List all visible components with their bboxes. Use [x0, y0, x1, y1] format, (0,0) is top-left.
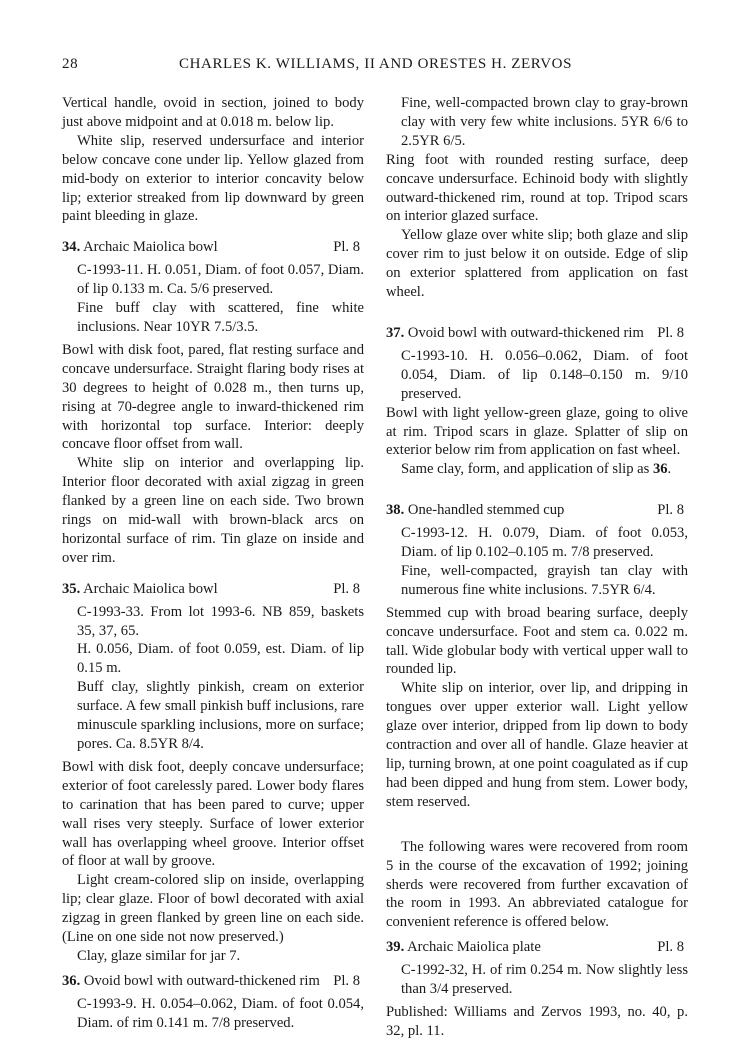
entry-37-plate: Pl. 8	[657, 324, 684, 341]
entry-36-catalogue: C-1993-9. H. 0.054–0.062, Diam. of foot 0.054, Diam. of rim 0.141 m. 7/8 preserved.	[77, 995, 364, 1031]
entry-35-clay: Buff clay, slightly pinkish, cream on exterior surface. A few small pinkish buff inclusions, rare minuscule sparkling inclusions, more on surface; pores. Ca. 8.5YR 8/4.	[77, 679, 364, 752]
entry-36-clay: Fine, well-compacted brown clay to gray-brown clay with very few white inclusions. 5YR 6/6 to 2.5YR 6/5.	[401, 95, 688, 149]
entry-35-decoration: Light cream-colored slip on inside, overlapping lip; clear glaze. Floor of bowl decorated with axial zigzag in green flanked by green line on each side. (Line on one side not now preserved.)	[62, 872, 364, 946]
entry-35-number: 35.	[62, 580, 81, 597]
entry-39-title: Archaic Maiolica plate	[407, 939, 541, 956]
entry-36-form: Ring foot with rounded resting surface, deep concave undersurface. Echinoid body with slightly outward-thickened rim, round at top. Tripod scars on interior glazed surface.	[386, 151, 688, 225]
entry-36-heading	[62, 972, 364, 991]
entry-37-catalogue: C-1993-10. H. 0.056–0.062, Diam. of foot 0.054, Diam. of lip 0.148–0.150 m. 9/10 preserved.	[401, 347, 688, 402]
entry-37-form: Bowl with light yellow-green glaze, going to olive at rim. Tripod scars in glaze. Splatter of slip on exterior below rim from application on fast wheel.	[386, 404, 688, 459]
entry-38-heading	[386, 501, 688, 520]
entry-36-plate: Pl. 8	[333, 972, 360, 989]
entry-37-same-ref: 36	[652, 461, 668, 478]
entry-39-plate: Pl. 8	[657, 939, 684, 956]
entry-34-form: Bowl with disk foot, pared, flat resting surface and concave undersurface. Straight flaring body rises at 30 degrees to height of 0.028 m., then turns up, rising at 70-degree angle to inward-thickened rim with horizontal top surface. Interior: deeply concave floor offset from wall.	[62, 341, 364, 453]
intro-slip-paragraph: White slip, reserved undersurface and interior below concave cone under lip. Yellow glazed from mid-body on exterior to interior concavity below lip; exterior streaked from lip downward by green paint bleeding in glaze.	[62, 132, 364, 225]
entry-36-number: 36.	[62, 972, 81, 989]
entry-35-title: Archaic Maiolica bowl	[83, 580, 218, 597]
entry-38-clay: Fine, well-compacted, grayish tan clay with numerous fine white inclusions. 7.5YR 6/4.	[401, 562, 688, 598]
entry-38-plate: Pl. 8	[657, 502, 684, 519]
entry-34-details	[62, 261, 364, 337]
entry-36-decoration: Yellow glaze over white slip; both glaze and slip cover rim to just below it on outside. Edge of slip on exterior splattered from application on fast wheel.	[386, 227, 688, 301]
room-5-note: The following wares were recovered from room 5 in the course of the excavation of 1992; joining sherds were recovered from further excavation of the room in 1993. An abbreviated catalogue for convenient reference is offered below.	[386, 838, 688, 931]
entry-35-heading	[62, 580, 364, 599]
intro-handle-paragraph: Vertical handle, ovoid in section, joined to body just above midpoint and at 0.018 m. below lip.	[62, 95, 364, 130]
entry-35-dimensions: H. 0.056, Diam. of foot 0.059, est. Diam. of lip 0.15 m.	[77, 641, 364, 677]
entry-36-continued	[386, 94, 688, 151]
right-column	[386, 94, 688, 1041]
left-column	[62, 94, 364, 1033]
entry-39-published: Published: Williams and Zervos 1993, no. 40, p. 32, pl. 11.	[386, 1003, 688, 1039]
entry-34-clay: Fine buff clay with scattered, fine white inclusions. Near 10YR 7.5/3.5.	[77, 300, 364, 335]
entry-34-decoration: White slip on interior and overlapping lip. Interior floor decorated with axial zigzag in green flanked by a green line on each side. Two brown rings on mid-wall with brown-black arcs on horizontal surface of rim. Tin glaze on inside and over rim.	[62, 455, 364, 566]
entry-39-catalogue: C-1992-32, H. of rim 0.254 m. Now slightly less than 3/4 preserved.	[401, 962, 688, 998]
entry-34-catalogue: C-1993-11. H. 0.051, Diam. of foot 0.057, Diam. of lip 0.133 m. Ca. 5/6 preserved.	[77, 262, 364, 298]
entry-36-details	[62, 995, 364, 1033]
entry-37-same-note	[386, 460, 688, 479]
entry-37-heading	[386, 324, 688, 343]
entry-37-title: Ovoid bowl with outward-thickened rim	[407, 324, 644, 341]
entry-39-heading	[386, 938, 688, 957]
page-number: 28	[62, 56, 79, 72]
entry-38-decoration: White slip on interior, over lip, and dripping in tongues over upper exterior wall. Light yellow glaze over interior, dripped from lip down to body contraction and over all of handle. Glaze heavier at lip, turning brown, at one point coagulated as if cup had been dipped and hung from stem. Lower body, stem reserved.	[386, 680, 688, 810]
running-head	[62, 56, 689, 78]
running-head-authors: CHARLES K. WILLIAMS, II AND ORESTES H. ZERVOS	[178, 56, 573, 72]
entry-34-plate: Pl. 8	[333, 239, 360, 256]
entry-35-glaze-note: Clay, glaze similar for jar 7.	[77, 947, 241, 964]
entry-34-heading	[62, 238, 364, 257]
entry-38-title: One-handled stemmed cup	[407, 502, 565, 519]
entry-38-details	[386, 524, 688, 600]
entry-37-details	[386, 347, 688, 404]
entry-38-catalogue: C-1993-12. H. 0.079, Diam. of foot 0.053, Diam. of lip 0.102–0.105 m. 7/8 preserved.	[401, 525, 688, 561]
entry-37-number: 37.	[386, 324, 405, 341]
entry-37-same-text: Same clay, form, and application of slip as	[401, 461, 650, 478]
entry-38-form: Stemmed cup with broad bearing surface, deeply concave undersurface. Foot and stem ca. 0.022 m. tall. Wide globular body with vertical upper wall to rounded lip.	[386, 604, 688, 678]
entry-39-number: 39.	[386, 939, 405, 956]
entry-34-number: 34.	[62, 239, 81, 256]
entry-35-catalogue: C-1993-33. From lot 1993-6. NB 859, baskets 35, 37, 65.	[77, 603, 364, 639]
entry-36-title: Ovoid bowl with outward-thickened rim	[83, 972, 320, 989]
entry-35-form: Bowl with disk foot, deeply concave undersurface; exterior of foot carelessly pared. Lower body flares to carination that has been pared to curve; upper wall rises very steeply. Surface of lower exterior wall has overlapping wheel groove. Interior offset of floor at wall by groove.	[62, 758, 364, 870]
entry-39-details	[386, 961, 688, 999]
entry-35-plate: Pl. 8	[333, 580, 360, 597]
entry-35-details	[62, 603, 364, 754]
entry-37-same-end: .	[667, 461, 672, 478]
entry-38-number: 38.	[386, 502, 405, 519]
entry-34-title: Archaic Maiolica bowl	[83, 239, 218, 256]
